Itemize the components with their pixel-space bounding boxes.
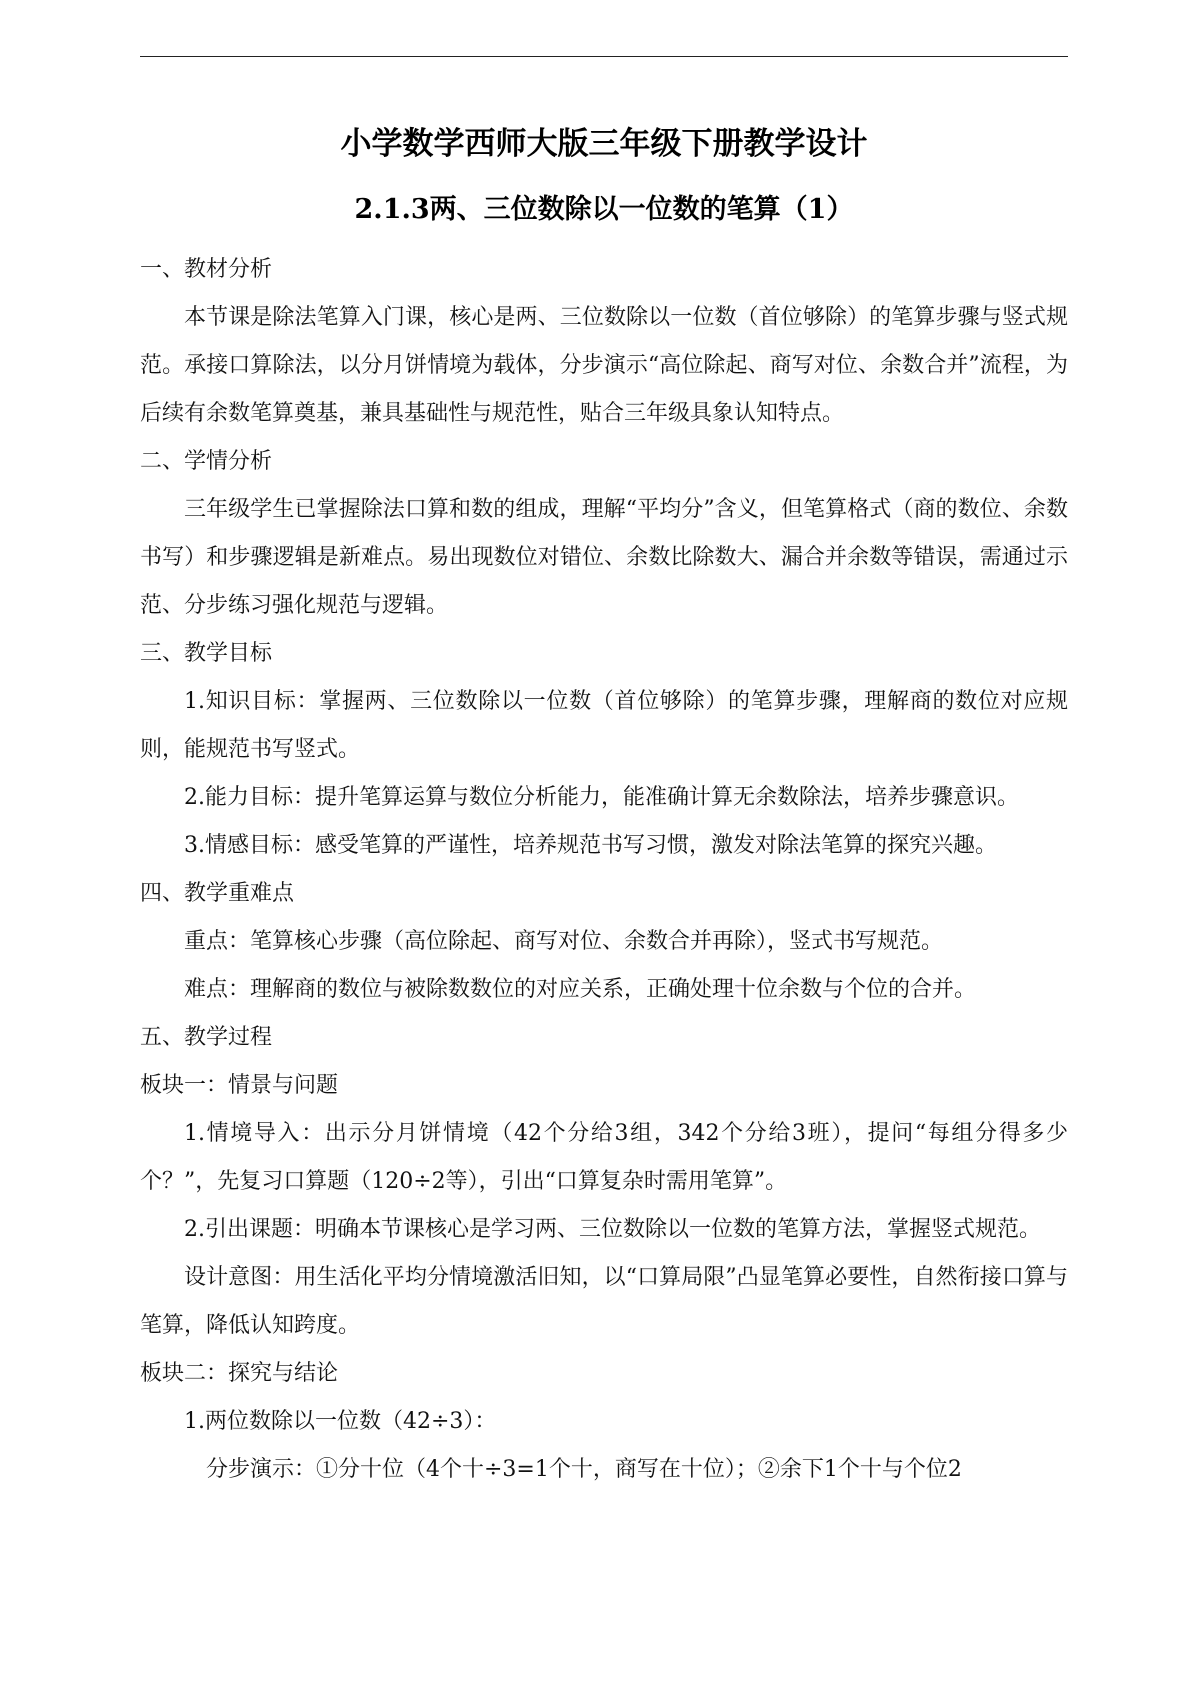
section-heading-student-analysis: 二、学情分析 <box>140 449 273 474</box>
paragraph-step-demo: 分步演示：①分十位（4个十÷3=1个十，商写在十位）；②余下1个十与个位2 <box>206 1457 962 1482</box>
section-heading-key-points: 四、教学重难点 <box>140 881 295 906</box>
paragraph-two-digit-division: 1.两位数除以一位数（42÷3）： <box>184 1409 497 1434</box>
document-title: 小学数学西师大版三年级下册教学设计 <box>340 126 868 162</box>
document-body <box>140 246 1068 1494</box>
subsection-heading-scenario: 板块一：情景与问题 <box>140 1073 339 1098</box>
paragraph-knowledge-goal: 1.知识目标：掌握两、三位数除以一位数（首位够除）的笔算步骤，理解商的数位对应规则，能规范书写竖式。 <box>140 689 1068 762</box>
paragraph-emotion-goal: 3.情感目标：感受笔算的严谨性，培养规范书写习惯，激发对除法笔算的探究兴趣。 <box>184 833 997 858</box>
section-heading-teaching-goals: 三、教学目标 <box>140 641 273 666</box>
paragraph-key-point: 重点：笔算核心步骤（高位除起、商写对位、余数合并再除），竖式书写规范。 <box>184 929 944 954</box>
paragraph-textbook-analysis: 本节课是除法笔算入门课，核心是两、三位数除以一位数（首位够除）的笔算步骤与竖式规范。承接口算除法，以分月饼情境为载体，分步演示“高位除起、商写对位、余数合并”流程，为后续有余数笔算奠基，兼具基础性与规范性，贴合三年级具象认知特点。 <box>140 305 1068 426</box>
header-rule <box>140 56 1068 57</box>
paragraph-design-intent: 设计意图：用生活化平均分情境激活旧知，以“口算局限”凸显笔算必要性，自然衔接口算与笔算，降低认知跨度。 <box>140 1265 1068 1338</box>
lesson-subtitle: 2.1.3两、三位数除以一位数的笔算（1） <box>354 194 854 225</box>
paragraph-topic-intro: 2.引出课题：明确本节课核心是学习两、三位数除以一位数的笔算方法，掌握竖式规范。 <box>184 1217 1041 1242</box>
paragraph-scenario-intro: 1.情境导入：出示分月饼情境（42个分给3组，342个分给3班），提问“每组分得多少个？”，先复习口算题（120÷2等），引出“口算复杂时需用笔算”。 <box>140 1121 1068 1194</box>
subsection-heading-exploration: 板块二：探究与结论 <box>140 1361 339 1386</box>
section-heading-textbook-analysis: 一、教材分析 <box>140 257 273 282</box>
section-heading-teaching-process: 五、教学过程 <box>140 1025 273 1050</box>
paragraph-ability-goal: 2.能力目标：提升笔算运算与数位分析能力，能准确计算无余数除法，培养步骤意识。 <box>184 785 1019 810</box>
paragraph-student-analysis: 三年级学生已掌握除法口算和数的组成，理解“平均分”含义，但笔算格式（商的数位、余数书写）和步骤逻辑是新难点。易出现数位对错位、余数比除数大、漏合并余数等错误，需通过示范、分步练习强化规范与逻辑。 <box>140 497 1068 618</box>
paragraph-difficult-point: 难点：理解商的数位与被除数数位的对应关系，正确处理十位余数与个位的合并。 <box>184 977 977 1002</box>
